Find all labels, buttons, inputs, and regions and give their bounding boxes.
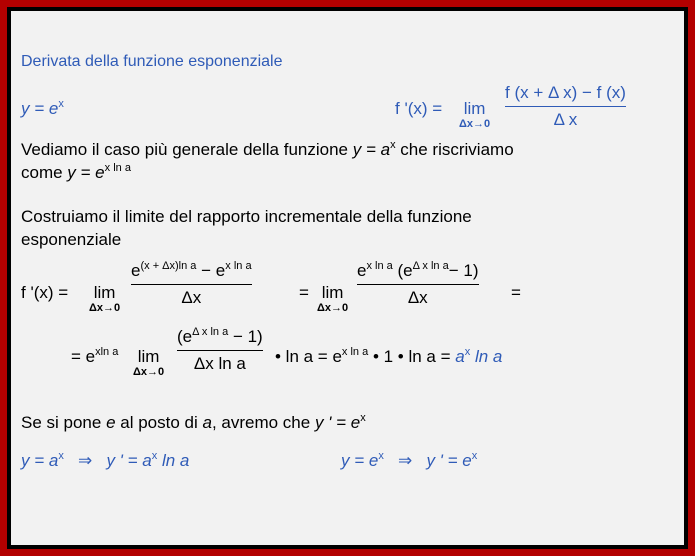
eq1-equals-mid: = [299, 283, 309, 302]
eq2-start: = $e^{xln a}$ [71, 346, 119, 366]
content-page [11, 11, 684, 545]
eq1-fraction-1: $e^{(x + \Delta x)ln a} - e^{x ln a}$ Δx [131, 260, 252, 307]
summary-natural: $y = e^x$ ⇒ y ' = $e^x$ [341, 450, 478, 470]
paragraph-incremental-ratio-line2: esponenziale [21, 230, 122, 249]
eq1-lhs: f '(x) = [21, 283, 69, 302]
eq2-fraction: $(e^{\Delta x ln a} - 1)$ Δx ln a [177, 326, 263, 373]
paragraph-conclusion: Se si pone e al posto di a, avremo che y ' = $e^x$ [21, 412, 366, 432]
eq2-limit-operator: lim Δx→0 [133, 347, 165, 378]
derivative-lhs: f '(x) = [395, 99, 443, 118]
implies-arrow-icon: ⇒ [398, 451, 413, 470]
page-title: Derivata della funzione esponenziale [21, 53, 283, 70]
function-definition: $y = e^x$ [21, 98, 64, 118]
paragraph-incremental-ratio-line1: Costruiamo il limite del rapporto incrementale della funzione [21, 207, 472, 226]
paragraph-general-case-line2: come $y = e^{x ln a}$ [21, 162, 131, 182]
summary-general: $y = a^x$ ⇒ y ' = $a^x$ ln a [21, 450, 190, 470]
eq1-equals-end: = [511, 283, 521, 302]
eq1-limit-operator: lim Δx→0 [89, 283, 121, 314]
eq1-limit-operator-2: lim Δx→0 [317, 283, 349, 314]
paragraph-general-case-line1: Vediamo il caso più generale della funzione $y = a^x$ che riscriviamo [21, 139, 514, 159]
limit-operator-1: lim Δx→0 [459, 99, 491, 130]
outer-frame [7, 7, 688, 549]
difference-quotient-fraction: f (x + Δ x) − f (x) Δ x [505, 83, 626, 129]
eq1-fraction-2: $e^{x ln a}$ $(e^{\Delta x ln a}- 1)$ Δx [357, 260, 479, 307]
implies-arrow-icon: ⇒ [78, 451, 93, 470]
eq2-tail: • $\ln a = e^{x ln a}$ • 1 • $\ln a = a^x$ ln a [275, 346, 503, 366]
